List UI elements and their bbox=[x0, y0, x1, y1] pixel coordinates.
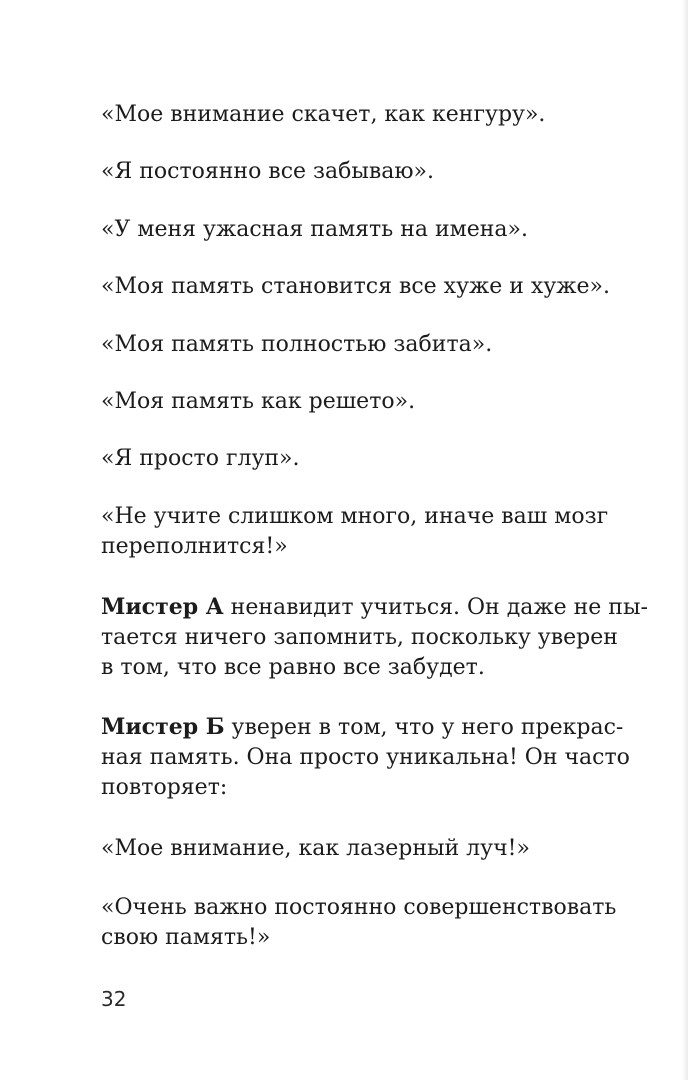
quote-text: «Я постоянно все забываю». bbox=[101, 159, 435, 184]
quote-line: свою память!» bbox=[101, 925, 271, 950]
quote-text: «Мое внимание скачет, как кенгуру». bbox=[101, 102, 546, 127]
paragraph-mister-b bbox=[101, 712, 630, 803]
quote-text: «У меня ужасная память на имена». bbox=[101, 217, 529, 242]
quote-sieve bbox=[101, 387, 587, 417]
page-number: 32 bbox=[101, 987, 127, 1011]
quote-text: «Моя память полностью забита». bbox=[101, 332, 493, 357]
paragraph-text: ненавидит учиться. Он даже не пы- bbox=[223, 595, 648, 620]
quote-forget bbox=[101, 157, 587, 187]
quote-worse bbox=[101, 272, 610, 302]
quote-line: переполнится!» bbox=[101, 534, 288, 559]
quote-text: «Мое внимание, как лазерный луч!» bbox=[101, 836, 530, 861]
paragraph-line bbox=[101, 592, 648, 623]
quote-line: «Не учите слишком много, иначе ваш мозг bbox=[101, 504, 609, 529]
quote-improve bbox=[101, 893, 617, 953]
page-edge-shadow bbox=[682, 0, 688, 1080]
quote-names bbox=[101, 215, 587, 245]
mister-a-name: Мистер А bbox=[101, 594, 224, 620]
mister-b-name: Мистер Б bbox=[101, 714, 225, 740]
paragraph-line: тается ничего запомнить, поскольку уверен bbox=[101, 625, 618, 650]
paragraph-line: ная память. Она просто уникальна! Он часто bbox=[101, 745, 630, 770]
quote-line: «Очень важно постоянно совершенствовать bbox=[101, 895, 617, 920]
paragraph-line: в том, что все равно все забудет. bbox=[101, 655, 485, 680]
quote-text: «Я просто глуп». bbox=[101, 446, 300, 471]
quote-overflow bbox=[101, 502, 609, 562]
paragraph-line: повторяет: bbox=[101, 775, 228, 800]
paragraph-text: уверен в том, что у него прекрас- bbox=[224, 715, 624, 740]
quote-laser bbox=[101, 834, 587, 864]
quote-text: «Моя память становится все хуже и хуже». bbox=[101, 274, 610, 299]
quote-full bbox=[101, 330, 587, 360]
paragraph-mister-a bbox=[101, 592, 648, 683]
quote-stupid bbox=[101, 444, 587, 474]
quote-text: «Моя память как решето». bbox=[101, 389, 416, 414]
paragraph-line bbox=[101, 712, 624, 743]
quote-kangaroo bbox=[101, 100, 587, 130]
